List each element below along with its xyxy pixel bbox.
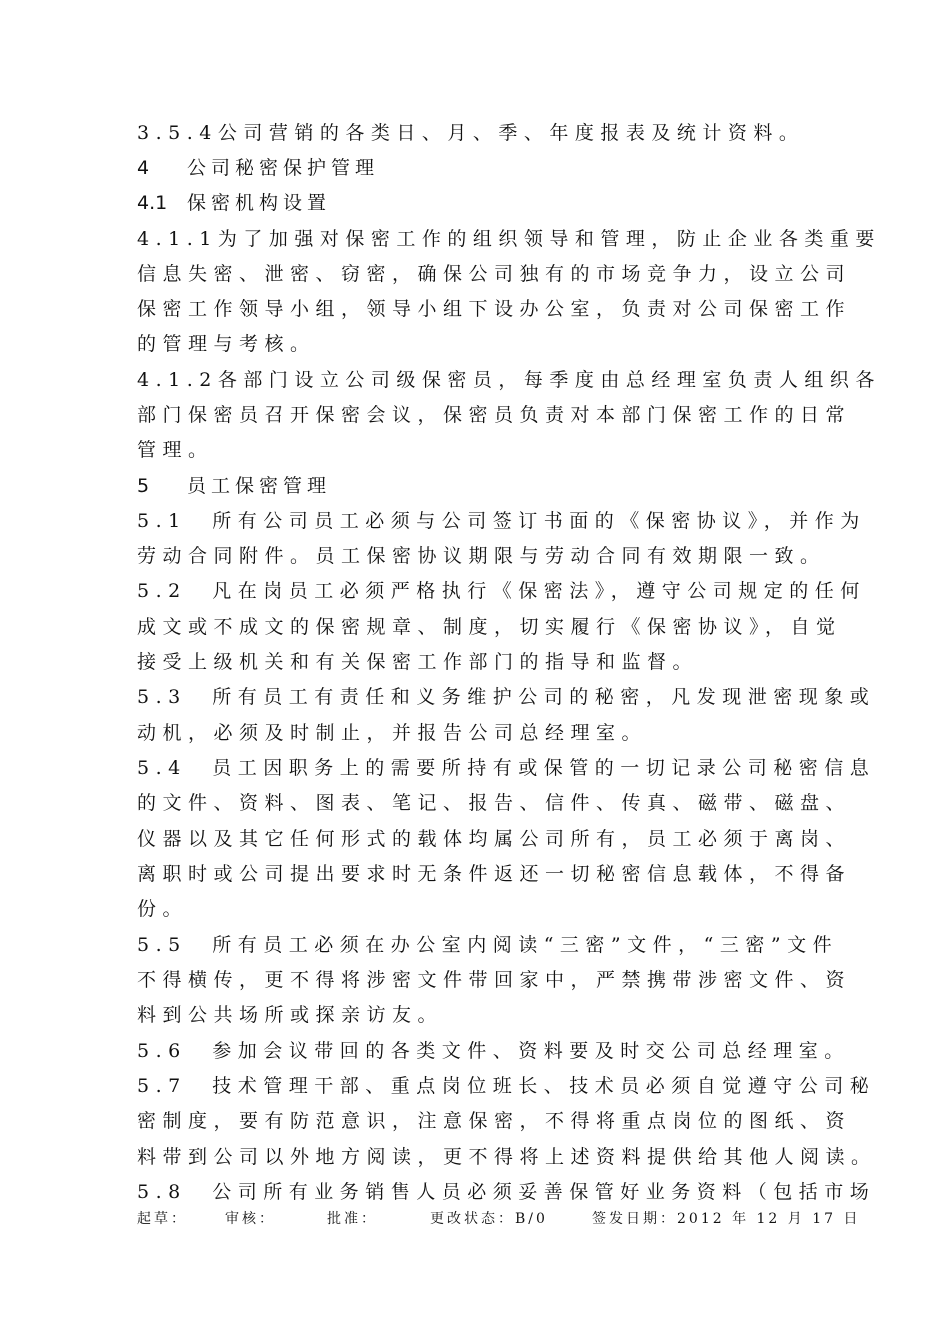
heading-number: 4.1 [137,192,168,214]
text-line: 管理。 [137,439,214,461]
text-line: 的文件、资料、图表、笔记、报告、信件、传真、磁带、磁盘、 [137,792,852,814]
heading-text: 公司秘密保护管理 [187,157,380,179]
text-line: 4.1.1为了加强对保密工作的组织领导和管理，防止企业各类重要 [137,228,881,250]
text-line: 动机，必须及时制止，并报告公司总经理室。 [137,722,648,744]
heading-text: 保密机构设置 [187,192,332,214]
text-line: 密制度，要有防范意识，注意保密，不得将重点岗位的图纸、资 [137,1110,852,1132]
text-line: 接受上级机关和有关保密工作部门的指导和监督。 [137,651,699,673]
text-line: 仪器以及其它任何形式的载体均属公司所有，员工必须于离岗、 [137,828,852,850]
text-line: 劳动合同附件。员工保密协议期限与劳动合同有效期限一致。 [137,545,826,567]
text-line: 部门保密员召开保密会议，保密员负责对本部门保密工作的日常 [137,404,852,426]
text-line: 份。 [137,898,189,920]
footer-revision-status: 更改状态：B/0 [430,1211,548,1227]
text-line: 5.3 所有员工有责任和义务维护公司的秘密，凡发现泄密现象或 [137,686,876,708]
text-line: 5.5 所有员工必须在办公室内阅读“三密”文件，“三密”文件 [137,934,839,956]
text-line: 料到公共场所或探亲访友。 [137,1004,444,1026]
text-line: 成文或不成文的保密规章、制度，切实履行《保密协议》，自觉 [137,616,842,638]
text-line: 5.1 所有公司员工必须与公司签订书面的《保密协议》，并作为 [137,510,866,532]
section-heading-4-1 [137,190,832,216]
text-line: 5.6 参加会议带回的各类文件、资料要及时交公司总经理室。 [137,1040,850,1062]
text-line: 的管理与考核。 [137,333,316,355]
document-footer [137,1208,861,1230]
text-line: 5.7 技术管理干部、重点岗位班长、技术员必须自觉遵守公司秘 [137,1075,876,1097]
heading-number: 4 [137,157,150,179]
text-line: 5.4 员工因职务上的需要所持有或保管的一切记录公司秘密信息 [137,757,876,779]
text-line: 保密工作领导小组，领导小组下设办公室，负责对公司保密工作 [137,298,852,320]
text-line: 4.1.2各部门设立公司级保密员，每季度由总经理室负责人组织各 [137,369,881,391]
footer-drafter: 起草： [137,1211,188,1227]
section-heading-5 [137,473,832,499]
text-line: 3.5.4公司营销的各类日、月、季、年度报表及统计资料。 [137,122,805,144]
heading-number: 5 [137,475,150,497]
text-line: 料带到公司以外地方阅读，更不得将上述资料提供给其他人阅读。 [137,1146,877,1168]
heading-text: 员工保密管理 [187,475,332,497]
footer-approver: 批准： [327,1211,378,1227]
text-line: 信息失密、泄密、窃密，确保公司独有的市场竞争力，设立公司 [137,263,852,285]
section-heading-4 [137,155,832,181]
text-line: 不得横传，更不得将涉密文件带回家中，严禁携带涉密文件、资 [137,969,852,991]
footer-issue-date: 签发日期：2012 年 12 月 17 日 [592,1211,861,1227]
text-line: 5.8 公司所有业务销售人员必须妥善保管好业务资料（包括市场 [137,1181,876,1203]
text-line: 离职时或公司提出要求时无条件返还一切秘密信息载体，不得备 [137,863,852,885]
text-line: 5.2 凡在岗员工必须严格执行《保密法》，遵守公司规定的任何 [137,580,866,602]
footer-reviewer: 审核： [225,1211,276,1227]
